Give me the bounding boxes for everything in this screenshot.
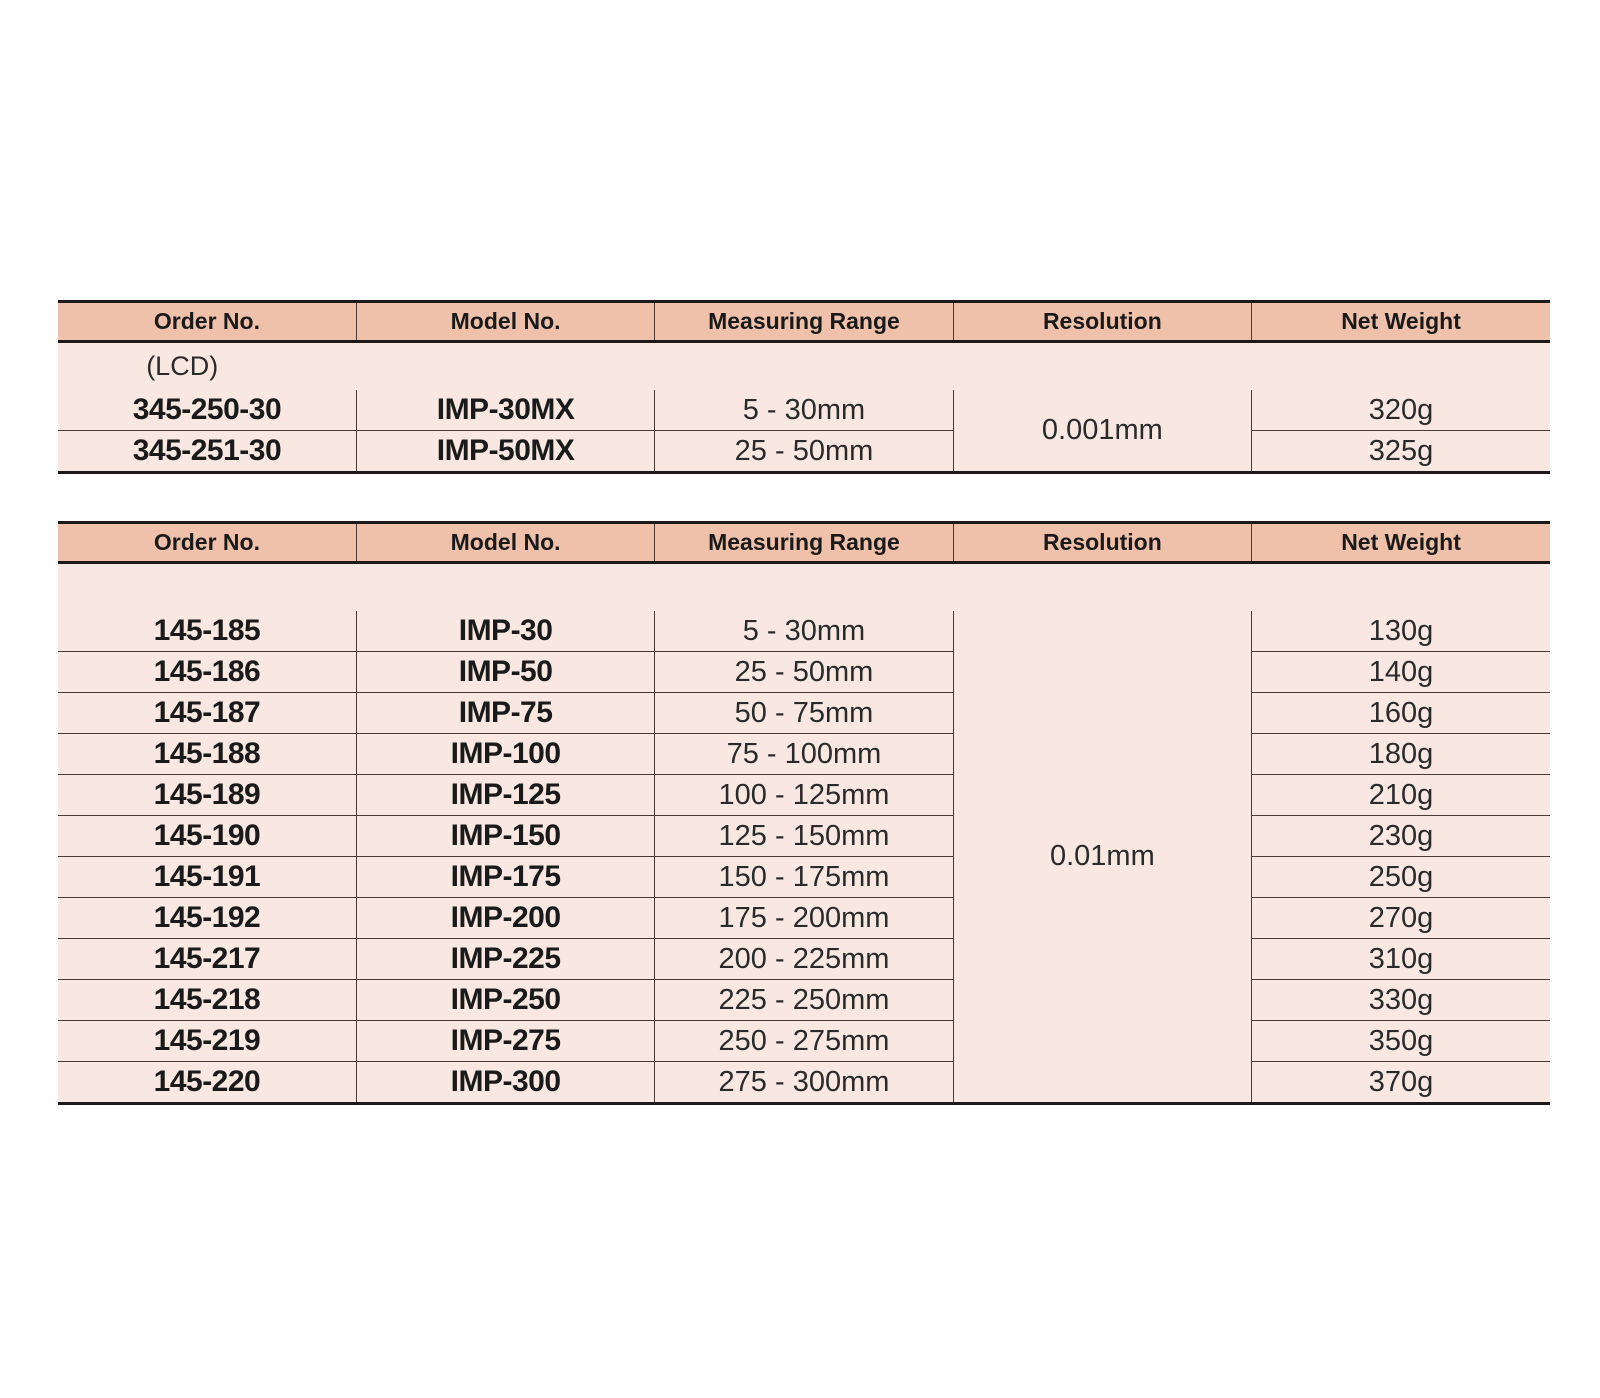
model-no-cell: IMP-100 [356, 734, 654, 775]
lcd-note: (LCD) [146, 351, 219, 381]
table-row [58, 980, 1550, 1021]
net-weight-cell: 140g [1252, 652, 1550, 693]
measuring-range-cell: 150 - 175mm [655, 857, 953, 898]
table-header-row [58, 523, 1550, 563]
measuring-range-cell: 100 - 125mm [655, 775, 953, 816]
measuring-range-cell: 275 - 300mm [655, 1062, 953, 1104]
measuring-range-cell: 200 - 225mm [655, 939, 953, 980]
measuring-range-cell: 75 - 100mm [655, 734, 953, 775]
header-model-no: Model No. [356, 302, 654, 342]
model-no-cell: IMP-250 [356, 980, 654, 1021]
net-weight-cell: 325g [1252, 431, 1550, 473]
header-order-no: Order No. [58, 302, 356, 342]
spec-table-standard [58, 521, 1550, 1105]
table-row [58, 1021, 1550, 1062]
measuring-range-cell: 25 - 50mm [655, 431, 953, 473]
measuring-range-cell: 5 - 30mm [655, 390, 953, 431]
order-no-cell: 345-251-30 [58, 431, 356, 473]
model-no-cell: IMP-50 [356, 652, 654, 693]
model-no-cell: IMP-75 [356, 693, 654, 734]
model-no-cell: IMP-125 [356, 775, 654, 816]
net-weight-cell: 310g [1252, 939, 1550, 980]
header-measuring-range: Measuring Range [655, 302, 953, 342]
model-no-cell: IMP-30 [356, 611, 654, 652]
table-row [58, 611, 1550, 652]
net-weight-cell: 330g [1252, 980, 1550, 1021]
order-no-cell: 145-220 [58, 1062, 356, 1104]
table-row [58, 431, 1550, 473]
header-model-no: Model No. [356, 523, 654, 563]
order-no-cell: 145-187 [58, 693, 356, 734]
net-weight-cell: 350g [1252, 1021, 1550, 1062]
table-row [58, 939, 1550, 980]
table-header-row [58, 302, 1550, 342]
model-no-cell: IMP-300 [356, 1062, 654, 1104]
net-weight-cell: 210g [1252, 775, 1550, 816]
measuring-range-cell: 125 - 150mm [655, 816, 953, 857]
spacer-row [58, 563, 1550, 612]
net-weight-cell: 320g [1252, 390, 1550, 431]
measuring-range-cell: 250 - 275mm [655, 1021, 953, 1062]
table-row [58, 390, 1550, 431]
measuring-range-cell: 225 - 250mm [655, 980, 953, 1021]
header-resolution: Resolution [953, 302, 1251, 342]
table-row [58, 857, 1550, 898]
header-net-weight: Net Weight [1252, 523, 1550, 563]
order-no-cell: 145-188 [58, 734, 356, 775]
model-no-cell: IMP-30MX [356, 390, 654, 431]
net-weight-cell: 160g [1252, 693, 1550, 734]
net-weight-cell: 130g [1252, 611, 1550, 652]
net-weight-cell: 180g [1252, 734, 1550, 775]
header-net-weight: Net Weight [1252, 302, 1550, 342]
resolution-cell: 0.01mm [953, 611, 1251, 1104]
order-no-cell: 145-217 [58, 939, 356, 980]
order-no-cell: 145-192 [58, 898, 356, 939]
header-order-no: Order No. [58, 523, 356, 563]
measuring-range-cell: 5 - 30mm [655, 611, 953, 652]
model-no-cell: IMP-200 [356, 898, 654, 939]
table-row [58, 1062, 1550, 1104]
model-no-cell: IMP-150 [356, 816, 654, 857]
header-measuring-range: Measuring Range [655, 523, 953, 563]
order-no-cell: 145-190 [58, 816, 356, 857]
model-no-cell: IMP-225 [356, 939, 654, 980]
table-row [58, 775, 1550, 816]
model-no-cell: IMP-50MX [356, 431, 654, 473]
order-no-cell: 145-186 [58, 652, 356, 693]
note-row [58, 342, 1550, 391]
spec-table-lcd [58, 300, 1550, 474]
order-no-cell: 145-189 [58, 775, 356, 816]
table-row [58, 898, 1550, 939]
table-row [58, 734, 1550, 775]
order-no-cell: 145-219 [58, 1021, 356, 1062]
net-weight-cell: 250g [1252, 857, 1550, 898]
measuring-range-cell: 175 - 200mm [655, 898, 953, 939]
net-weight-cell: 270g [1252, 898, 1550, 939]
table-row [58, 652, 1550, 693]
resolution-cell: 0.001mm [953, 390, 1251, 473]
net-weight-cell: 230g [1252, 816, 1550, 857]
measuring-range-cell: 25 - 50mm [655, 652, 953, 693]
order-no-cell: 145-191 [58, 857, 356, 898]
net-weight-cell: 370g [1252, 1062, 1550, 1104]
model-no-cell: IMP-275 [356, 1021, 654, 1062]
table-row [58, 816, 1550, 857]
order-no-cell: 345-250-30 [132, 393, 282, 426]
order-no-cell: 145-185 [153, 614, 261, 647]
measuring-range-cell: 50 - 75mm [655, 693, 953, 734]
order-no-cell: 145-218 [58, 980, 356, 1021]
header-resolution: Resolution [953, 523, 1251, 563]
table-row [58, 693, 1550, 734]
model-no-cell: IMP-175 [356, 857, 654, 898]
